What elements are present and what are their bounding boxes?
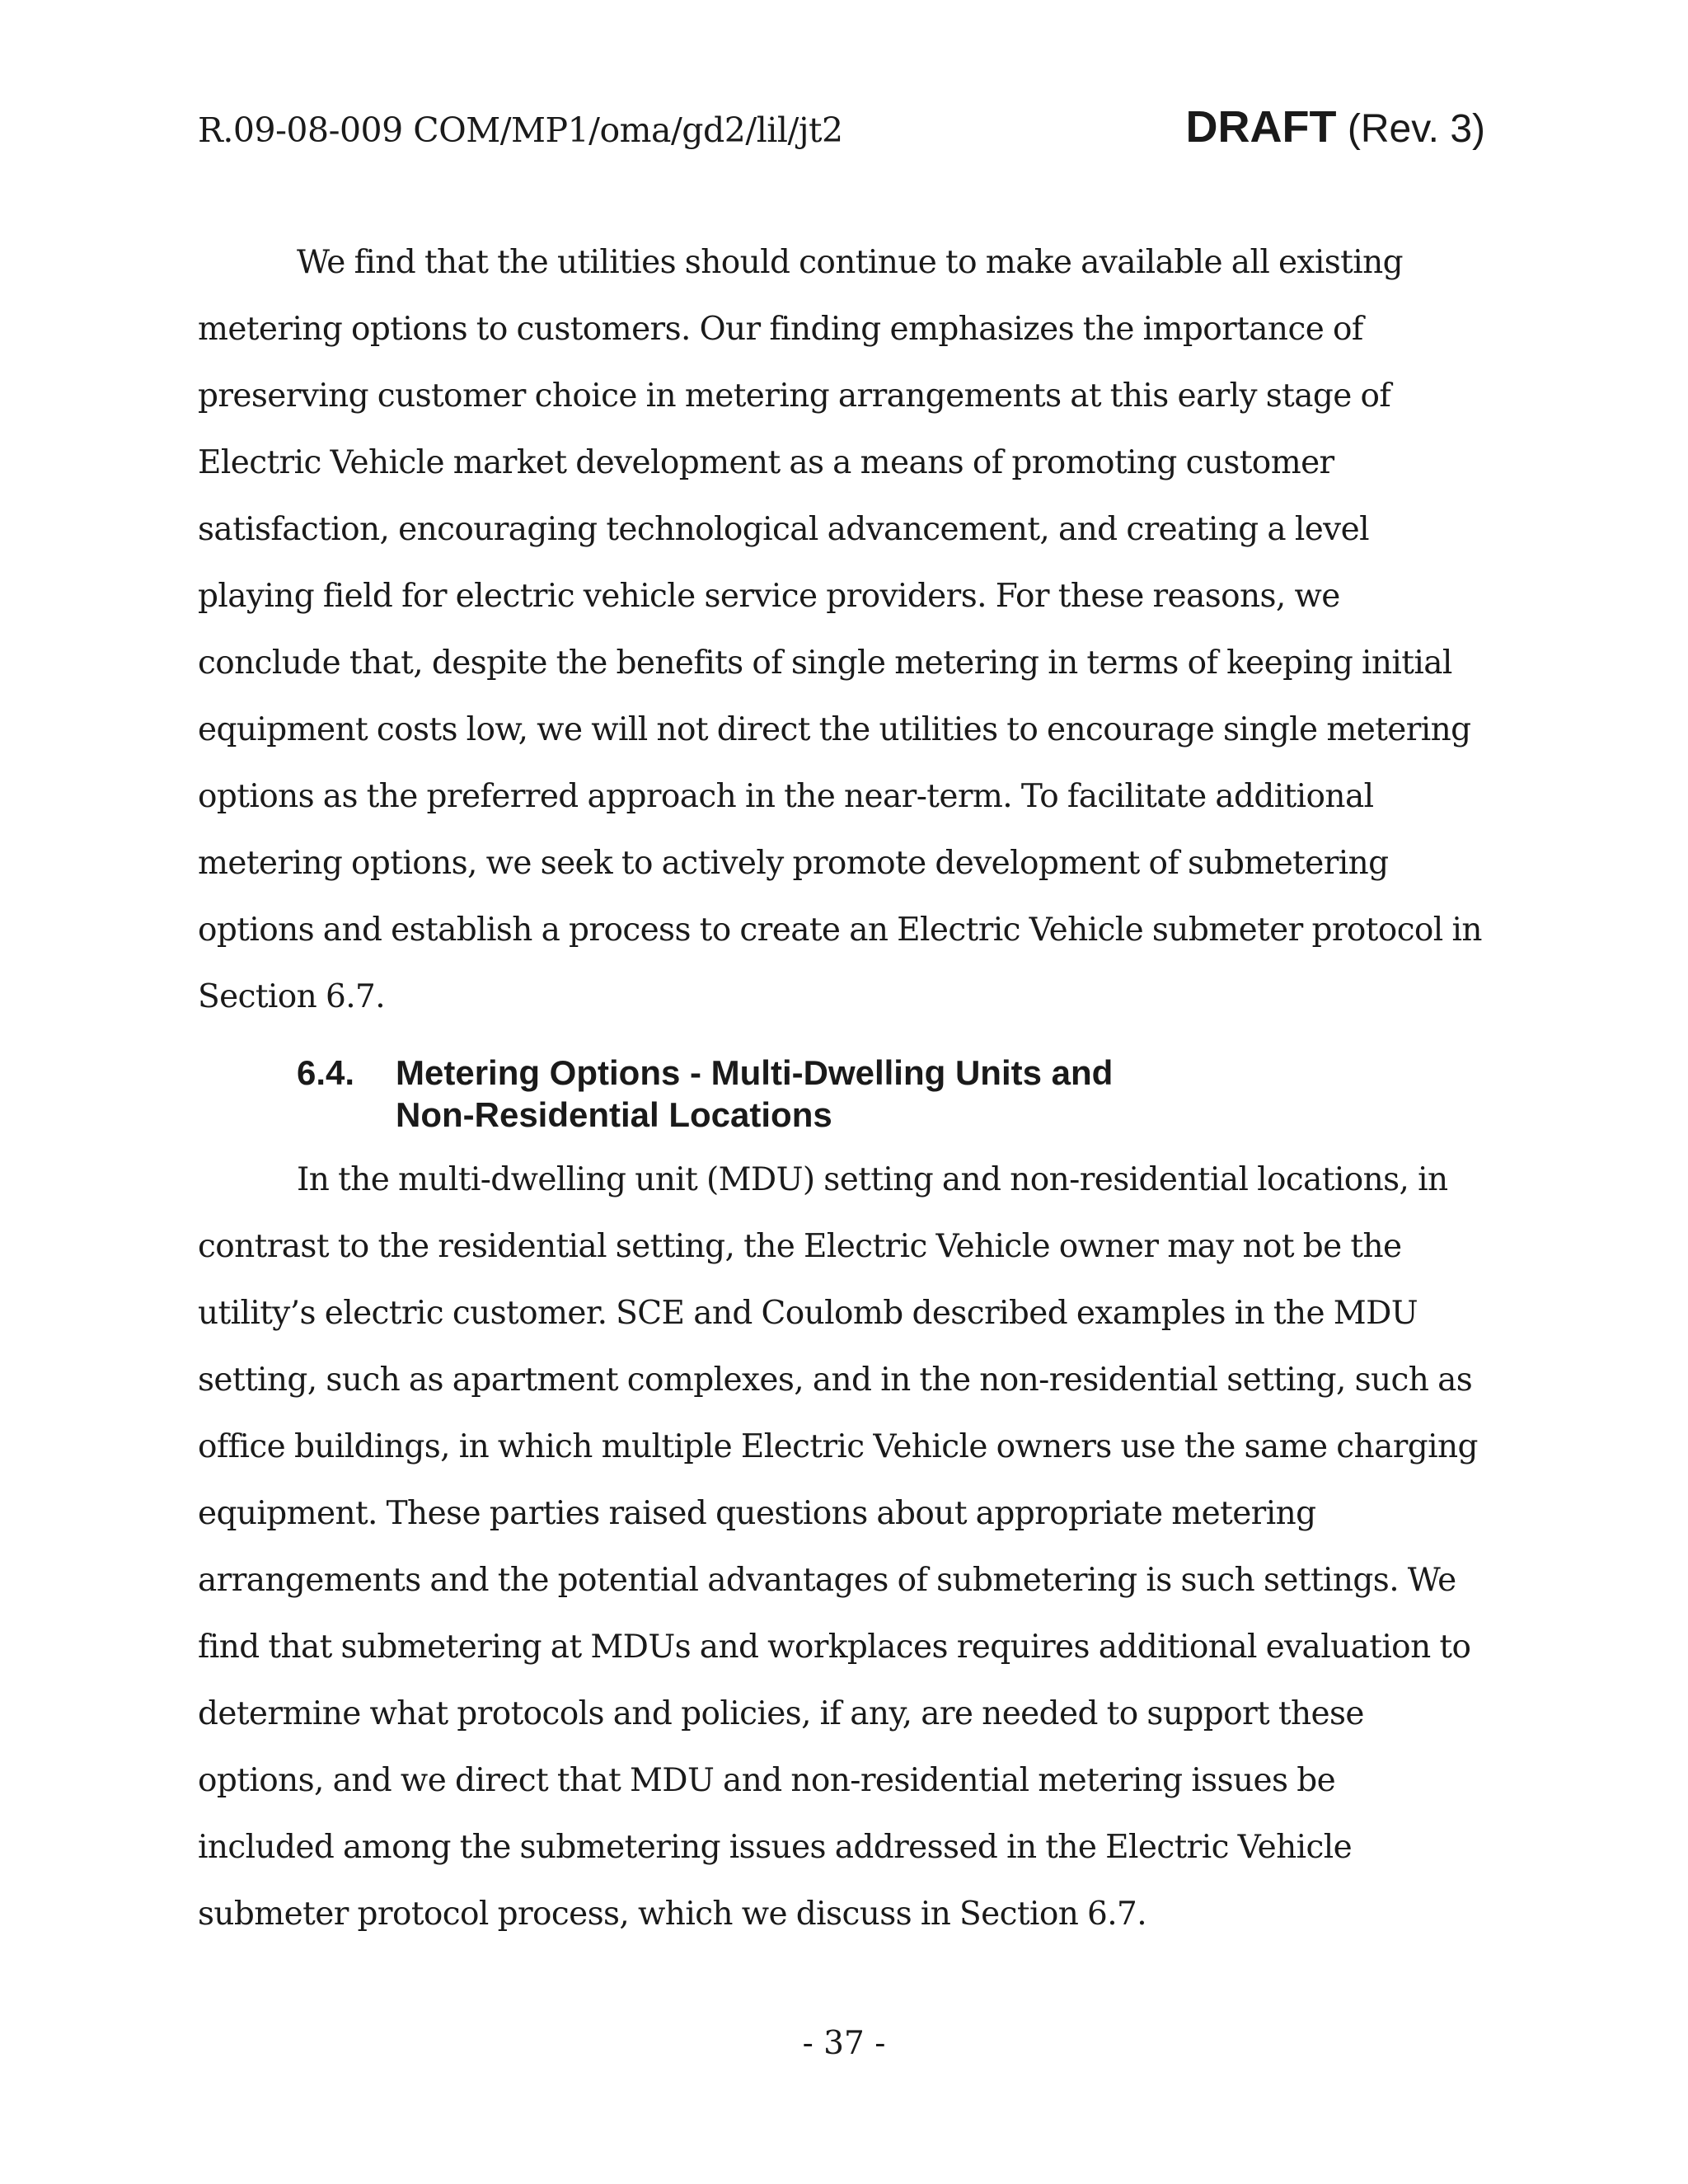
paragraph-line: satisfaction, encouraging technological advancement, and creating a level (198, 511, 1369, 548)
paragraph-line: determine what protocols and policies, if any, are needed to support these (198, 1695, 1364, 1732)
paragraph-line: options, and we direct that MDU and non-residential metering issues be (198, 1762, 1336, 1799)
paragraph-metering-options (198, 229, 1533, 1030)
draft-header (1186, 101, 1485, 156)
paragraph-line: arrangements and the potential advantages of submetering is such settings. We (198, 1562, 1456, 1599)
section-heading (297, 1052, 1113, 1136)
paragraph-line: metering options, we seek to actively promote development of submetering (198, 845, 1389, 882)
paragraph-line: find that submetering at MDUs and workplaces requires additional evaluation to (198, 1629, 1471, 1666)
paragraph-line: Section 6.7. (198, 978, 385, 1015)
paragraph-line: In the multi-dwelling unit (MDU) setting and non-residential locations, in (297, 1161, 1448, 1198)
paragraph-line: office buildings, in which multiple Electric Vehicle owners use the same charging (198, 1428, 1478, 1465)
paragraph-line: equipment. These parties raised questions about appropriate metering (198, 1495, 1316, 1532)
paragraph-line: equipment costs low, we will not direct the utilities to encourage single metering (198, 711, 1471, 748)
paragraph-line: We find that the utilities should continue to make available all existing (297, 244, 1403, 281)
paragraph-line: submeter protocol process, which we discuss in Section 6.7. (198, 1896, 1147, 1933)
section-title-line2: Non-Residential Locations (396, 1095, 832, 1134)
paragraph-line: setting, such as apartment complexes, and in the non-residential setting, such as (198, 1361, 1473, 1399)
paragraph-line: options and establish a process to create an Electric Vehicle submeter protocol in (198, 912, 1482, 949)
paragraph-line: options as the preferred approach in the near-term. To facilitate additional (198, 778, 1374, 815)
docket-header: R.09-08-009 COM/MP1/oma/gd2/lil/jt2 (198, 110, 843, 150)
revision-label: (Rev. 3) (1347, 107, 1485, 151)
paragraph-line: Electric Vehicle market development as a means of promoting customer (198, 444, 1334, 481)
paragraph-line: playing field for electric vehicle service providers. For these reasons, we (198, 578, 1340, 615)
paragraph-line: contrast to the residential setting, the Electric Vehicle owner may not be the (198, 1228, 1402, 1265)
paragraph-line: conclude that, despite the benefits of single metering in terms of keeping initial (198, 644, 1452, 682)
paragraph-line: preserving customer choice in metering arrangements at this early stage of (198, 377, 1391, 415)
section-number: 6.4. (297, 1053, 355, 1092)
section-title-line1: Metering Options - Multi-Dwelling Units and (396, 1053, 1114, 1092)
draft-label: DRAFT (1185, 102, 1337, 152)
paragraph-line: metering options to customers. Our finding emphasizes the importance of (198, 311, 1363, 348)
page-number: - 37 - (802, 2025, 886, 2062)
paragraph-line: utility’s electric customer. SCE and Coulomb described examples in the MDU (198, 1295, 1418, 1332)
paragraph-mdu-metering (198, 1146, 1533, 1947)
paragraph-line: included among the submetering issues addressed in the Electric Vehicle (198, 1829, 1353, 1866)
